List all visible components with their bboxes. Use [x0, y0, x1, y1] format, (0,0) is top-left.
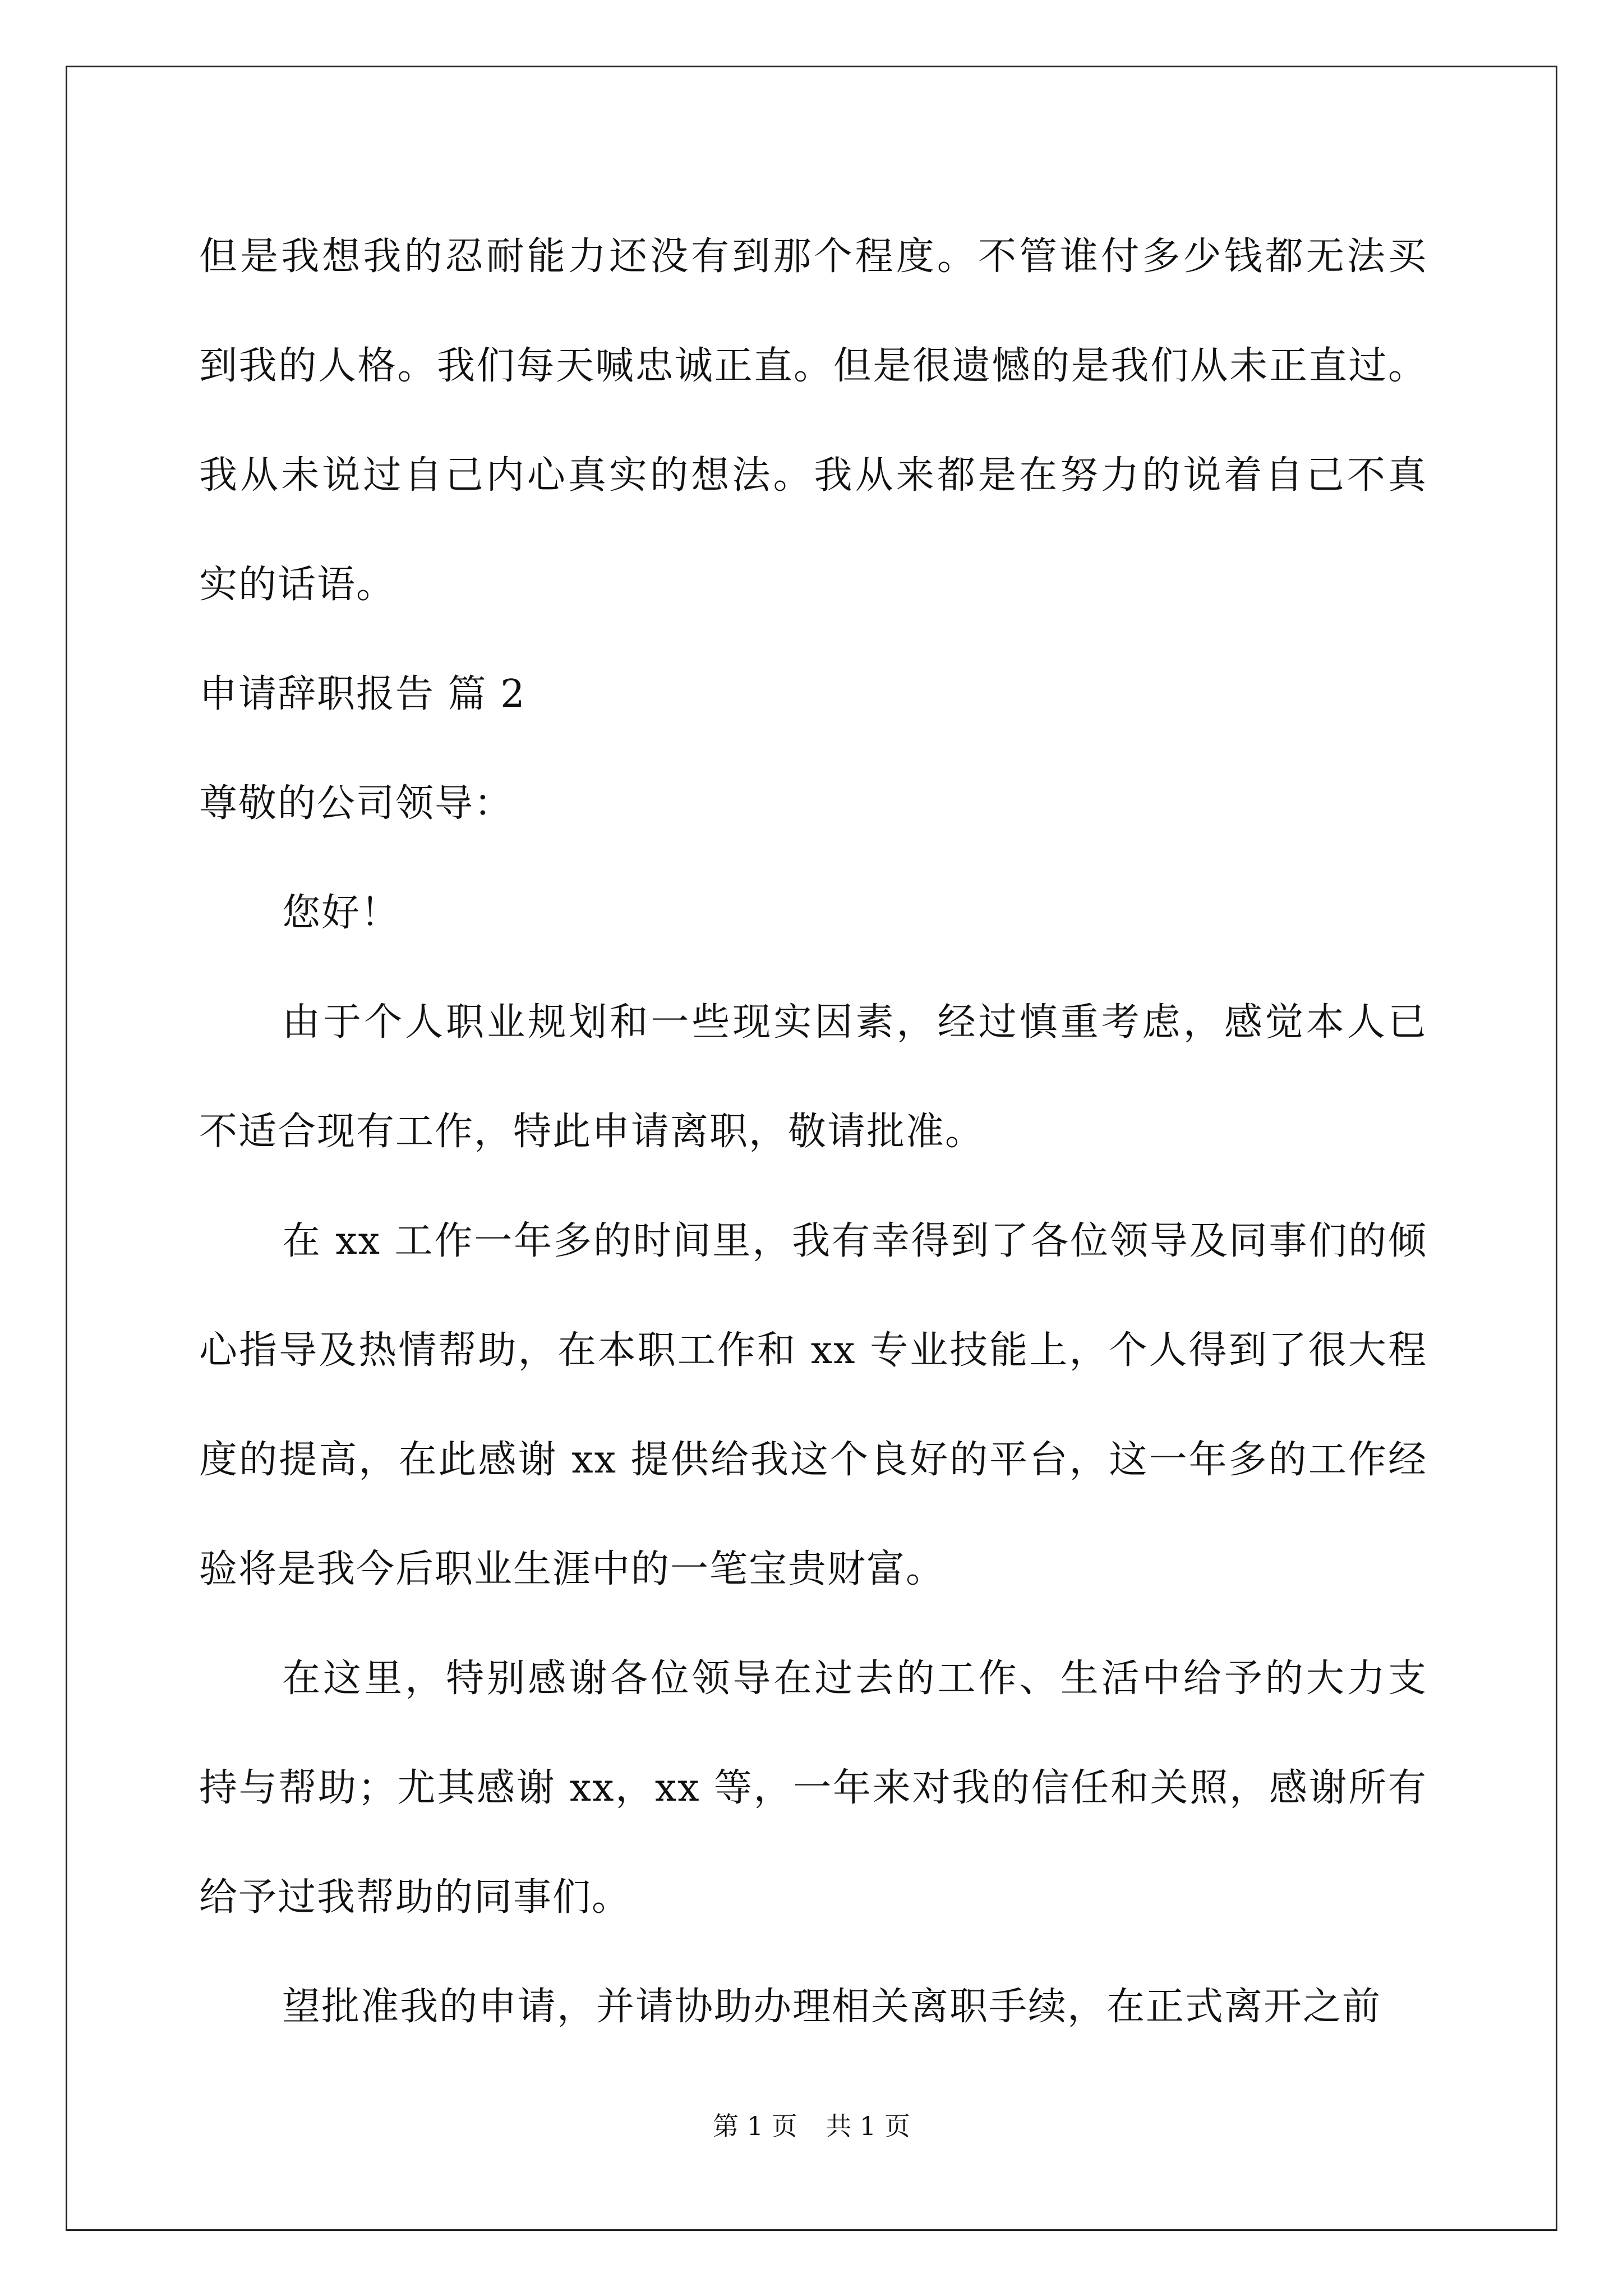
text-line: 度的提高，在此感谢 xx 提供给我这个良好的平台，这一年多的工作经: [199, 1438, 1427, 1482]
paragraph: [199, 749, 1427, 858]
text-line: 到我的人格。我们每天喊忠诚正直。但是很遗憾的是我们从未正直过。: [199, 344, 1427, 388]
paragraph: [199, 858, 1427, 968]
text-line: 但是我想我的忍耐能力还没有到那个程度。不管谁付多少钱都无法买: [199, 234, 1427, 279]
paragraph: [199, 639, 1427, 749]
text-line: 给予过我帮助的同事们。: [199, 1875, 631, 1920]
text-line: 验将是我今后职业生涯中的一笔宝贵财富。: [199, 1547, 946, 1591]
text-line: 不适合现有工作，特此申请离职，敬请批准。: [199, 1110, 985, 1154]
paragraph: [199, 202, 1427, 639]
text-line: 持与帮助；尤其感谢 xx，xx 等，一年来对我的信任和关照，感谢所有: [199, 1766, 1427, 1810]
paragraph: [199, 1186, 1427, 1624]
document-body: [199, 202, 1427, 2062]
text-line: 尊敬的公司领导：: [199, 781, 514, 826]
paragraph: [199, 1952, 1427, 2062]
text-line: 您好！: [282, 891, 400, 935]
page-number-total: 共 1 页: [826, 2111, 910, 2141]
text-line: 心指导及热情帮助，在本职工作和 xx 专业技能上，个人得到了很大程: [199, 1328, 1427, 1373]
text-line: 在这里，特别感谢各位领导在过去的工作、生活中给予的大力支: [282, 1657, 1427, 1701]
text-line: 望批准我的申请，并请协助办理相关离职手续，在正式离开之前: [282, 1985, 1382, 2029]
page-number-current: 第 1 页: [713, 2111, 797, 2141]
paragraph: [199, 968, 1427, 1186]
text-line: 我从未说过自己内心真实的想法。我从来都是在努力的说着自己不真: [199, 453, 1427, 498]
text-line: 申请辞职报告 篇 2: [199, 672, 526, 716]
text-line: 由于个人职业规划和一些现实因素，经过慎重考虑，感觉本人已: [282, 1000, 1427, 1045]
page-footer: [0, 2109, 1623, 2143]
text-line: 实的话语。: [199, 563, 396, 607]
text-line: 在 xx 工作一年多的时间里，我有幸得到了各位领导及同事们的倾: [282, 1219, 1427, 1263]
paragraph: [199, 1624, 1427, 1952]
